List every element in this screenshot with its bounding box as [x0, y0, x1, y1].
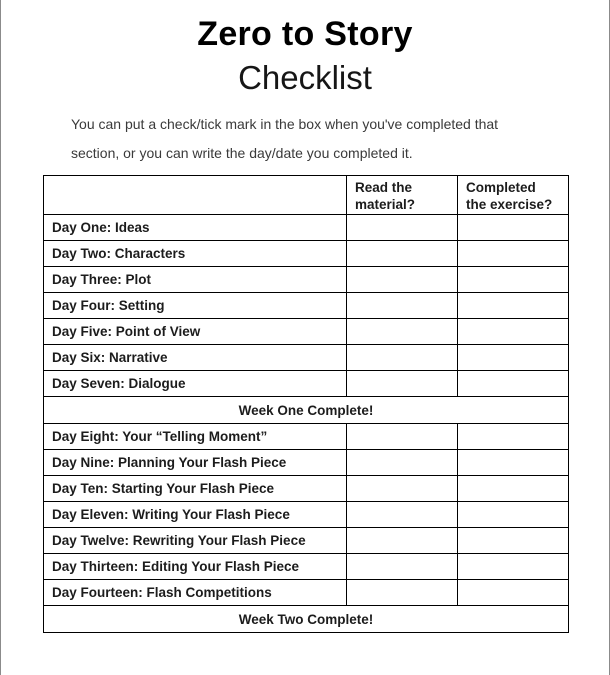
- table-row: [44, 215, 569, 241]
- day-label-cell: Day One: Ideas: [44, 215, 347, 241]
- check-cell-completed-exercise[interactable]: [458, 476, 569, 502]
- header-cell-blank: [44, 176, 347, 215]
- checklist-table: [43, 175, 569, 633]
- header-cell-completed-exercise: Completed the exercise?: [458, 176, 569, 215]
- day-label-cell: Day Eleven: Writing Your Flash Piece: [44, 502, 347, 528]
- day-label-cell: Day Six: Narrative: [44, 345, 347, 371]
- day-label-cell: Day Four: Setting: [44, 293, 347, 319]
- day-label-cell: Day Five: Point of View: [44, 319, 347, 345]
- intro-line-2: section, or you can write the day/date you completed it.: [71, 145, 413, 161]
- check-cell-read-material[interactable]: [347, 580, 458, 606]
- day-label-cell: Day Two: Characters: [44, 241, 347, 267]
- week-label-cell: Week One Complete!: [44, 397, 569, 424]
- table-row: [44, 580, 569, 606]
- check-cell-read-material[interactable]: [347, 554, 458, 580]
- week-divider-row: [44, 397, 569, 424]
- check-cell-completed-exercise[interactable]: [458, 215, 569, 241]
- table-row: [44, 502, 569, 528]
- check-cell-read-material[interactable]: [347, 319, 458, 345]
- check-cell-completed-exercise[interactable]: [458, 371, 569, 397]
- check-cell-read-material[interactable]: [347, 267, 458, 293]
- check-cell-read-material[interactable]: [347, 424, 458, 450]
- check-cell-completed-exercise[interactable]: [458, 424, 569, 450]
- check-cell-completed-exercise[interactable]: [458, 319, 569, 345]
- check-cell-completed-exercise[interactable]: [458, 267, 569, 293]
- check-cell-read-material[interactable]: [347, 345, 458, 371]
- check-cell-read-material[interactable]: [347, 293, 458, 319]
- check-cell-completed-exercise[interactable]: [458, 345, 569, 371]
- page-subtitle: Checklist: [238, 59, 372, 96]
- check-cell-read-material[interactable]: [347, 371, 458, 397]
- check-cell-completed-exercise[interactable]: [458, 293, 569, 319]
- table-body: [44, 215, 569, 633]
- day-label-cell: Day Three: Plot: [44, 267, 347, 293]
- day-label-cell: Day Twelve: Rewriting Your Flash Piece: [44, 528, 347, 554]
- table-row: [44, 241, 569, 267]
- day-label-cell: Day Fourteen: Flash Competitions: [44, 580, 347, 606]
- check-cell-completed-exercise[interactable]: [458, 450, 569, 476]
- table-header-row: [44, 176, 569, 215]
- day-label-cell: Day Thirteen: Editing Your Flash Piece: [44, 554, 347, 580]
- intro-line-1: You can put a check/tick mark in the box when you've completed that: [71, 116, 499, 132]
- check-cell-read-material[interactable]: [347, 241, 458, 267]
- table-row: [44, 345, 569, 371]
- day-label-cell: Day Eight: Your “Telling Moment”: [44, 424, 347, 450]
- page-title: Zero to Story: [197, 15, 413, 53]
- table-row: [44, 554, 569, 580]
- table-row: [44, 528, 569, 554]
- header-cell-read-material: Read the material?: [347, 176, 458, 215]
- table-row: [44, 319, 569, 345]
- table-row: [44, 267, 569, 293]
- check-cell-read-material[interactable]: [347, 502, 458, 528]
- check-cell-read-material[interactable]: [347, 450, 458, 476]
- table-row: [44, 424, 569, 450]
- check-cell-completed-exercise[interactable]: [458, 580, 569, 606]
- check-cell-completed-exercise[interactable]: [458, 241, 569, 267]
- check-cell-read-material[interactable]: [347, 215, 458, 241]
- check-cell-completed-exercise[interactable]: [458, 554, 569, 580]
- check-cell-read-material[interactable]: [347, 476, 458, 502]
- table-row: [44, 293, 569, 319]
- table-row: [44, 371, 569, 397]
- day-label-cell: Day Ten: Starting Your Flash Piece: [44, 476, 347, 502]
- check-cell-read-material[interactable]: [347, 528, 458, 554]
- intro-text: [71, 110, 539, 168]
- table-row: [44, 476, 569, 502]
- table-row: [44, 450, 569, 476]
- check-cell-completed-exercise[interactable]: [458, 528, 569, 554]
- day-label-cell: Day Nine: Planning Your Flash Piece: [44, 450, 347, 476]
- week-divider-row: [44, 606, 569, 633]
- day-label-cell: Day Seven: Dialogue: [44, 371, 347, 397]
- week-label-cell: Week Two Complete!: [44, 606, 569, 633]
- check-cell-completed-exercise[interactable]: [458, 502, 569, 528]
